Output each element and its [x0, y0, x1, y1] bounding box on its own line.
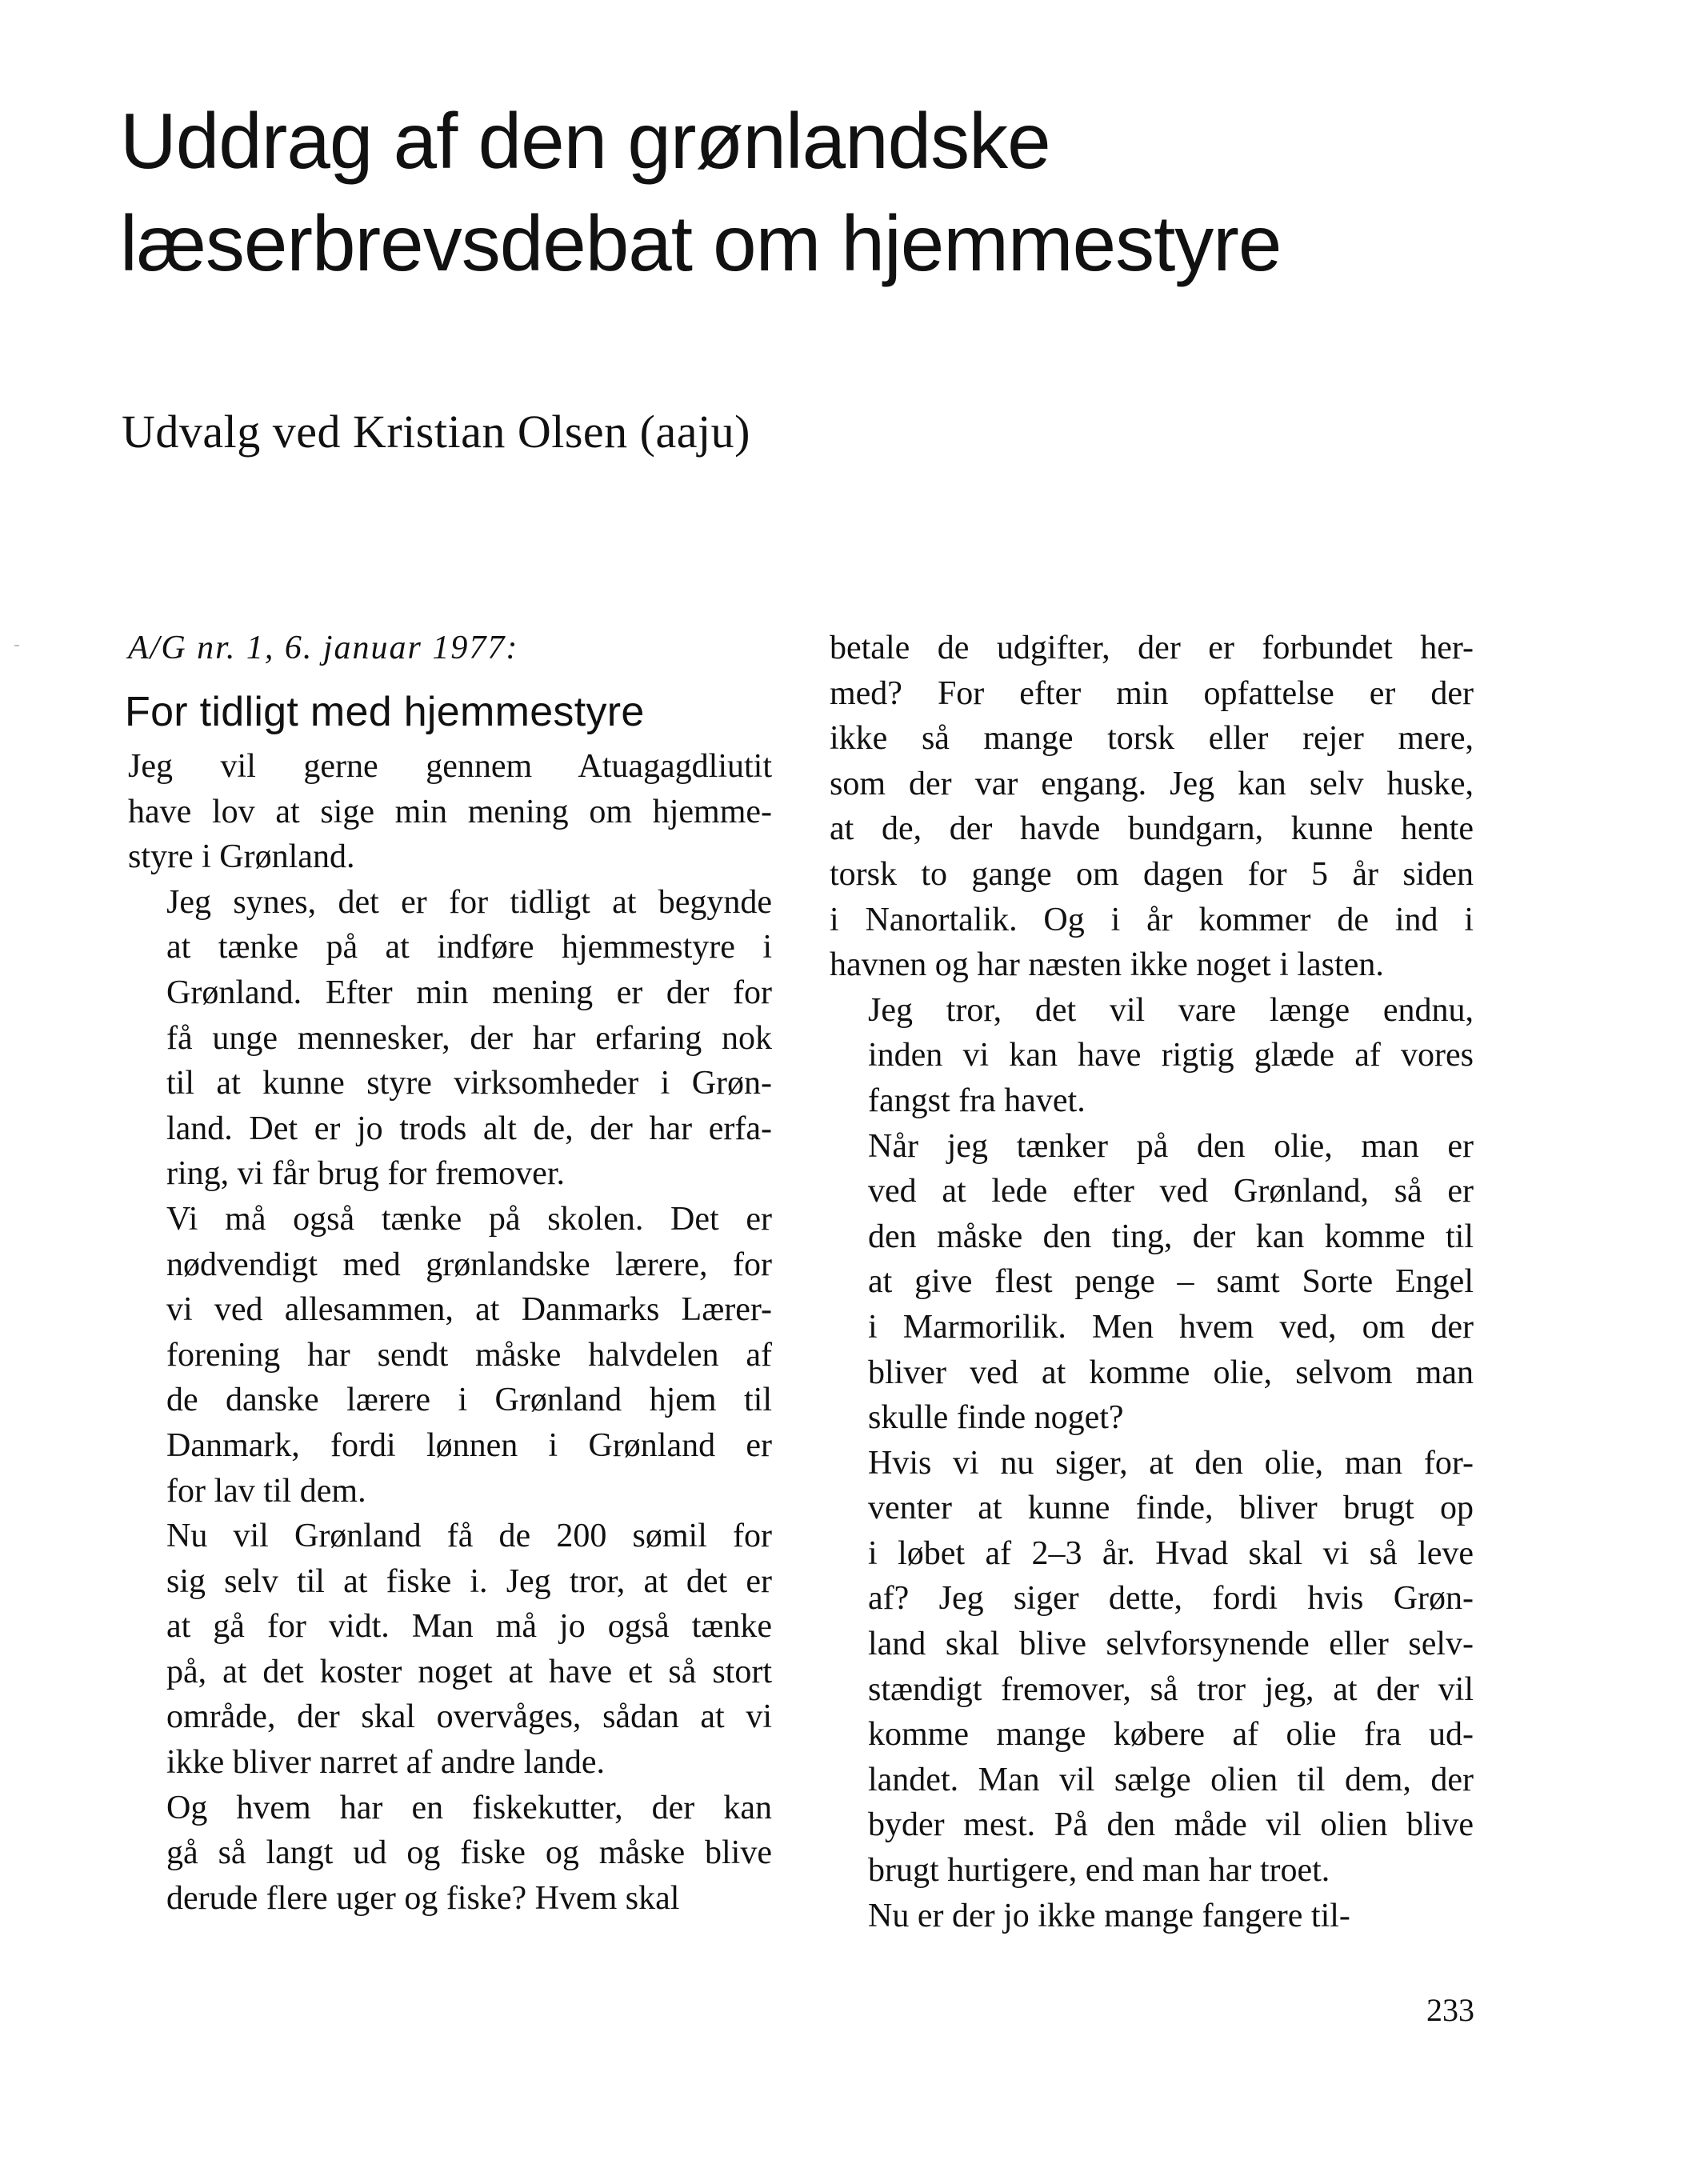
text-line: at de, der havde bundgarn, kunne hente [830, 810, 1474, 848]
paragraph [128, 1197, 772, 1514]
text-line: i Nanortalik. Og i år kommer de ind i [830, 901, 1474, 938]
text-line: havnen og har næsten ikke noget i lasten. [830, 946, 1384, 984]
right-column-body [830, 626, 1474, 1938]
text-line: Jeg vil gerne gennem Atuagagdliutit [128, 748, 772, 785]
text-line: Jeg synes, det er for tidligt at begynde [166, 883, 772, 921]
text-line: komme mange købere af olie fra ud- [868, 1716, 1474, 1754]
left-column-body [128, 744, 772, 1921]
text-line: torsk to gange om dagen for 5 år siden [830, 855, 1474, 893]
text-line: den måske den ting, der kan komme til [868, 1218, 1474, 1255]
text-line: som der var engang. Jeg kan selv huske, [830, 765, 1474, 802]
title-line-2: læserbrevsdebat om hjemmestyre [120, 199, 1282, 287]
right-column [830, 626, 1474, 1938]
article-title [120, 90, 1624, 294]
article-subtitle: Udvalg ved Kristian Olsen (aaju) [122, 406, 750, 458]
text-line: bliver ved at komme olie, selvom man [868, 1354, 1474, 1391]
text-line: ikke bliver narret af andre lande. [166, 1744, 606, 1782]
text-line: ved at lede efter ved Grønland, så er [868, 1173, 1474, 1210]
text-line: derude flere uger og fiske? Hvem skal [166, 1879, 680, 1917]
text-line: forening har sendt måske halvdelen af [166, 1336, 772, 1374]
text-line: at tænke på at indføre hjemmestyre i [166, 929, 772, 966]
text-line: de danske lærere i Grønland hjem til [166, 1382, 772, 1419]
text-line: Hvis vi nu siger, at den olie, man for- [868, 1444, 1474, 1482]
left-column [125, 626, 772, 1921]
margin-mark [14, 645, 19, 646]
text-line: område, der skal overvåges, sådan at vi [166, 1698, 772, 1736]
text-line: Vi må også tænke på skolen. Det er [166, 1200, 772, 1238]
text-line: Grønland. Efter min mening er der for [166, 974, 772, 1011]
text-line: på, at det koster noget at have et så stort [166, 1653, 772, 1690]
text-line: inden vi kan have rigtig glæde af vores [868, 1037, 1474, 1074]
text-line: nødvendigt med grønlandske lærere, for [166, 1246, 772, 1283]
paragraph [830, 1894, 1474, 1939]
text-line: landet. Man vil sælge olien til dem, der [868, 1761, 1474, 1798]
paragraph [128, 744, 772, 880]
text-line: Nu er der jo ikke mange fangere til- [868, 1897, 1350, 1934]
text-line: ikke så mange torsk eller rejer mere, [830, 720, 1474, 758]
paragraph [830, 1124, 1474, 1441]
text-line: betale de udgifter, der er forbundet her- [830, 630, 1474, 666]
letter-heading: For tidligt med hjemmestyre [125, 689, 645, 735]
text-line: brugt hurtigere, end man har troet. [868, 1852, 1330, 1890]
text-line: at give flest penge – samt Sorte Engel [868, 1263, 1474, 1301]
text-line: byder mest. På den måde vil olien blive [868, 1806, 1474, 1844]
text-line: land. Det er jo trods alt de, der har erfa- [166, 1110, 772, 1147]
text-line: få unge mennesker, der har erfaring nok [166, 1019, 772, 1057]
text-line: stændigt fremover, så tror jeg, at der vil [868, 1670, 1474, 1708]
text-line: i Marmorilik. Men hvem ved, om der [868, 1308, 1474, 1346]
title-line-1: Uddrag af den grønlandske [120, 97, 1050, 185]
text-line: Og hvem har en fiskekutter, der kan [166, 1789, 772, 1826]
text-line: ring, vi får brug for fremover. [166, 1155, 565, 1193]
text-line: land skal blive selvforsynende eller selv- [868, 1626, 1474, 1663]
paragraph [830, 988, 1474, 1124]
text-line: for lav til dem. [166, 1472, 366, 1510]
paragraph [830, 1441, 1474, 1894]
paragraph [128, 1786, 772, 1922]
text-line: med? For efter min opfattelse er der [830, 674, 1474, 712]
text-line: til at kunne styre virksomheder i Grøn- [166, 1065, 772, 1102]
text-line: styre i Grønland. [128, 838, 355, 876]
paragraph [830, 626, 1474, 988]
text-line: gå så langt ud og fiske og måske blive [166, 1834, 772, 1872]
text-line: Danmark, fordi lønnen i Grønland er [166, 1426, 772, 1464]
text-line: i løbet af 2–3 år. Hvad skal vi så leve [868, 1534, 1474, 1572]
text-line: have lov at sige min mening om hjemme- [128, 793, 772, 830]
text-line: Nu vil Grønland få de 200 sømil for [166, 1518, 772, 1555]
text-line: vi ved allesammen, at Danmarks Lærer- [166, 1291, 772, 1329]
text-line: skulle finde noget? [868, 1399, 1124, 1437]
text-line: Jeg tror, det vil vare længe endnu, [868, 991, 1474, 1029]
paragraph [128, 1514, 772, 1786]
text-line: at gå for vidt. Man må jo også tænke [166, 1608, 772, 1646]
page-number: 233 [1426, 1992, 1474, 2028]
paragraph [128, 880, 772, 1197]
text-line: af? Jeg siger dette, fordi hvis Grøn- [868, 1580, 1474, 1618]
text-line: venter at kunne finde, bliver brugt op [868, 1490, 1474, 1527]
text-line: Når jeg tænker på den olie, man er [868, 1127, 1474, 1165]
text-line: sig selv til at fiske i. Jeg tror, at det er [166, 1562, 772, 1600]
text-line: fangst fra havet. [868, 1082, 1086, 1119]
source-reference: A/G nr. 1, 6. januar 1977: [128, 630, 519, 666]
